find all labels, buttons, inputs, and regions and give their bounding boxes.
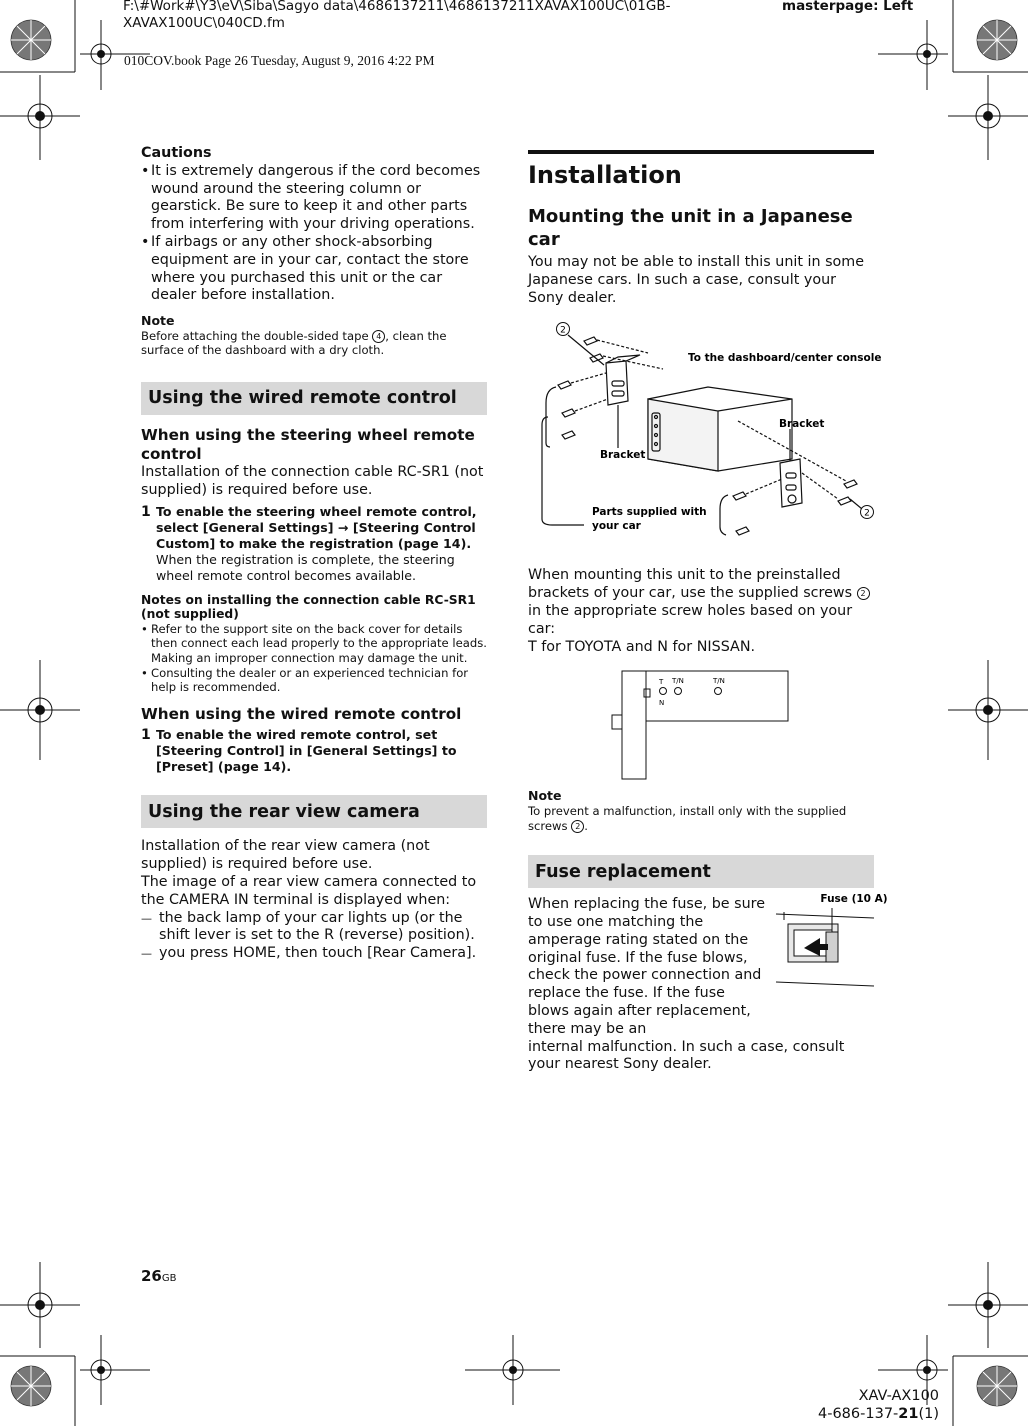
fig2-label-tn-1: T/N bbox=[672, 677, 684, 686]
fuse-text-a: When replacing the fuse, be sure to use one matching the amperage rating stated on the original fuse. If the fuse blows, check the power connection and replace the fuse. If the fuse blows again after replacement, there may be an bbox=[528, 896, 766, 1037]
mount-heading: Mounting the unit in a Japanese car bbox=[528, 206, 853, 250]
wired-heading: When using the wired remote control bbox=[141, 704, 462, 723]
book-info: 010COV.book Page 26 Tuesday, August 9, 2016 4:22 PM bbox=[124, 53, 435, 68]
bracket-mounting-figure bbox=[528, 313, 882, 563]
rear-para-1: Installation of the rear view camera (not supplied) is required before use. bbox=[141, 838, 430, 873]
rear-item: — you press HOME, then touch [Rear Camera]. bbox=[141, 945, 487, 963]
fig1-label-bracket-right: Bracket bbox=[779, 418, 825, 431]
fig1-label-bracket-left: Bracket bbox=[600, 449, 646, 462]
note-text: Before attaching the double-sided tape 4 , clean the surface of the dashboard with a dry cloth. bbox=[141, 328, 447, 358]
steering-intro: Installation of the connection cable RC-SR1 (not supplied) is required before use. bbox=[141, 463, 484, 498]
mount-text: You may not be able to install this unit in some Japanese cars. In such a case, consult your Sony dealer. bbox=[528, 254, 865, 306]
note-title-right: Note bbox=[528, 788, 562, 804]
notes-title: Notes on installing the connection cable RC-SR1 (not supplied) bbox=[141, 592, 476, 622]
caution-item: • If airbags or any other shock-absorbing equipment are in your car, contact the store where you purchased this unit or the car dealer before installation. bbox=[141, 234, 487, 305]
masterpage-label: masterpage: Left bbox=[782, 0, 914, 14]
fuse-text-b: internal malfunction. In such a case, consult your nearest Sony dealer. bbox=[528, 1038, 845, 1073]
fuse-block bbox=[528, 893, 888, 1074]
screw-holes-figure bbox=[528, 661, 874, 789]
fig2-label-n: N bbox=[659, 699, 665, 708]
fig1-circle-2b: 2 bbox=[864, 508, 870, 519]
caution-item: • It is extremely dangerous if the cord becomes wound around the steering column or gearstick. Be sure to keep it and other parts from interfering with your driving operations. bbox=[141, 163, 487, 234]
step-wired: 1 To enable the wired remote control, set [Steering Control] in [General Settings] to [Preset] (page 14). bbox=[141, 726, 457, 775]
note-text-right: To prevent a malfunction, install only with the supplied screws 2 . bbox=[528, 803, 847, 833]
note-title: Note bbox=[141, 313, 175, 329]
page-number: 26GB bbox=[141, 1267, 177, 1285]
step-steering: 1 To enable the steering wheel remote control, select [General Settings] → [Steering Control Custom] to make the registration (page 14). When the registration is complete, the steering wheel remote control becomes available. bbox=[141, 503, 477, 584]
cautions-title: Cautions bbox=[141, 145, 212, 161]
left-column bbox=[141, 143, 487, 963]
fig1-circle-2a: 2 bbox=[560, 325, 566, 336]
fig2-label-t: T bbox=[659, 678, 664, 687]
installation-title: Installation bbox=[528, 150, 874, 190]
mount-para: When mounting this unit to the preinstalled brackets of your car, use the supplied screws 2 in the appropriate screw holes based on your car: bbox=[528, 567, 874, 638]
rear-item: — the back lamp of your car lights up (or the shift lever is set to the R (reverse) position). bbox=[141, 910, 487, 946]
section-fuse: Fuse replacement bbox=[528, 855, 874, 888]
rear-para-2: The image of a rear view camera connected to the CAMERA IN terminal is displayed when: bbox=[141, 873, 477, 908]
fig2-label-tn-2: T/N bbox=[713, 677, 725, 686]
right-column bbox=[528, 150, 888, 1074]
model-code: XAV-AX100 4-686-137-21(1) bbox=[818, 1388, 940, 1422]
fig1-label-parts-2: your car bbox=[592, 520, 641, 533]
file-path: F:\#Work#\Y3\eV\Siba\Sagyo data\4686137211\4686137211XAVAX100UC\01GB- XAVAX100UC\040CD.fm bbox=[123, 0, 671, 31]
fig1-label-parts: Parts supplied with bbox=[592, 506, 707, 519]
section-wired-remote: Using the wired remote control bbox=[141, 382, 487, 415]
notes-item: • Consulting the dealer or an experienced technician for help is recommended. bbox=[141, 666, 487, 695]
fuse-figure bbox=[774, 890, 888, 992]
section-rear-camera: Using the rear view camera bbox=[141, 795, 487, 828]
steering-heading: When using the steering wheel remote control bbox=[141, 425, 475, 463]
fuse-label: Fuse (10 A) bbox=[820, 893, 888, 906]
fig1-label-dashboard: To the dashboard/center console bbox=[688, 352, 882, 365]
part-number: 4-686-137-21(1) bbox=[818, 1406, 940, 1422]
notes-item: • Refer to the support site on the back cover for details then connect each lead properly to the appropriate leads. Making an improper connection may damage the unit. bbox=[141, 622, 487, 666]
mount-para-2: T for TOYOTA and N for NISSAN. bbox=[528, 638, 756, 655]
